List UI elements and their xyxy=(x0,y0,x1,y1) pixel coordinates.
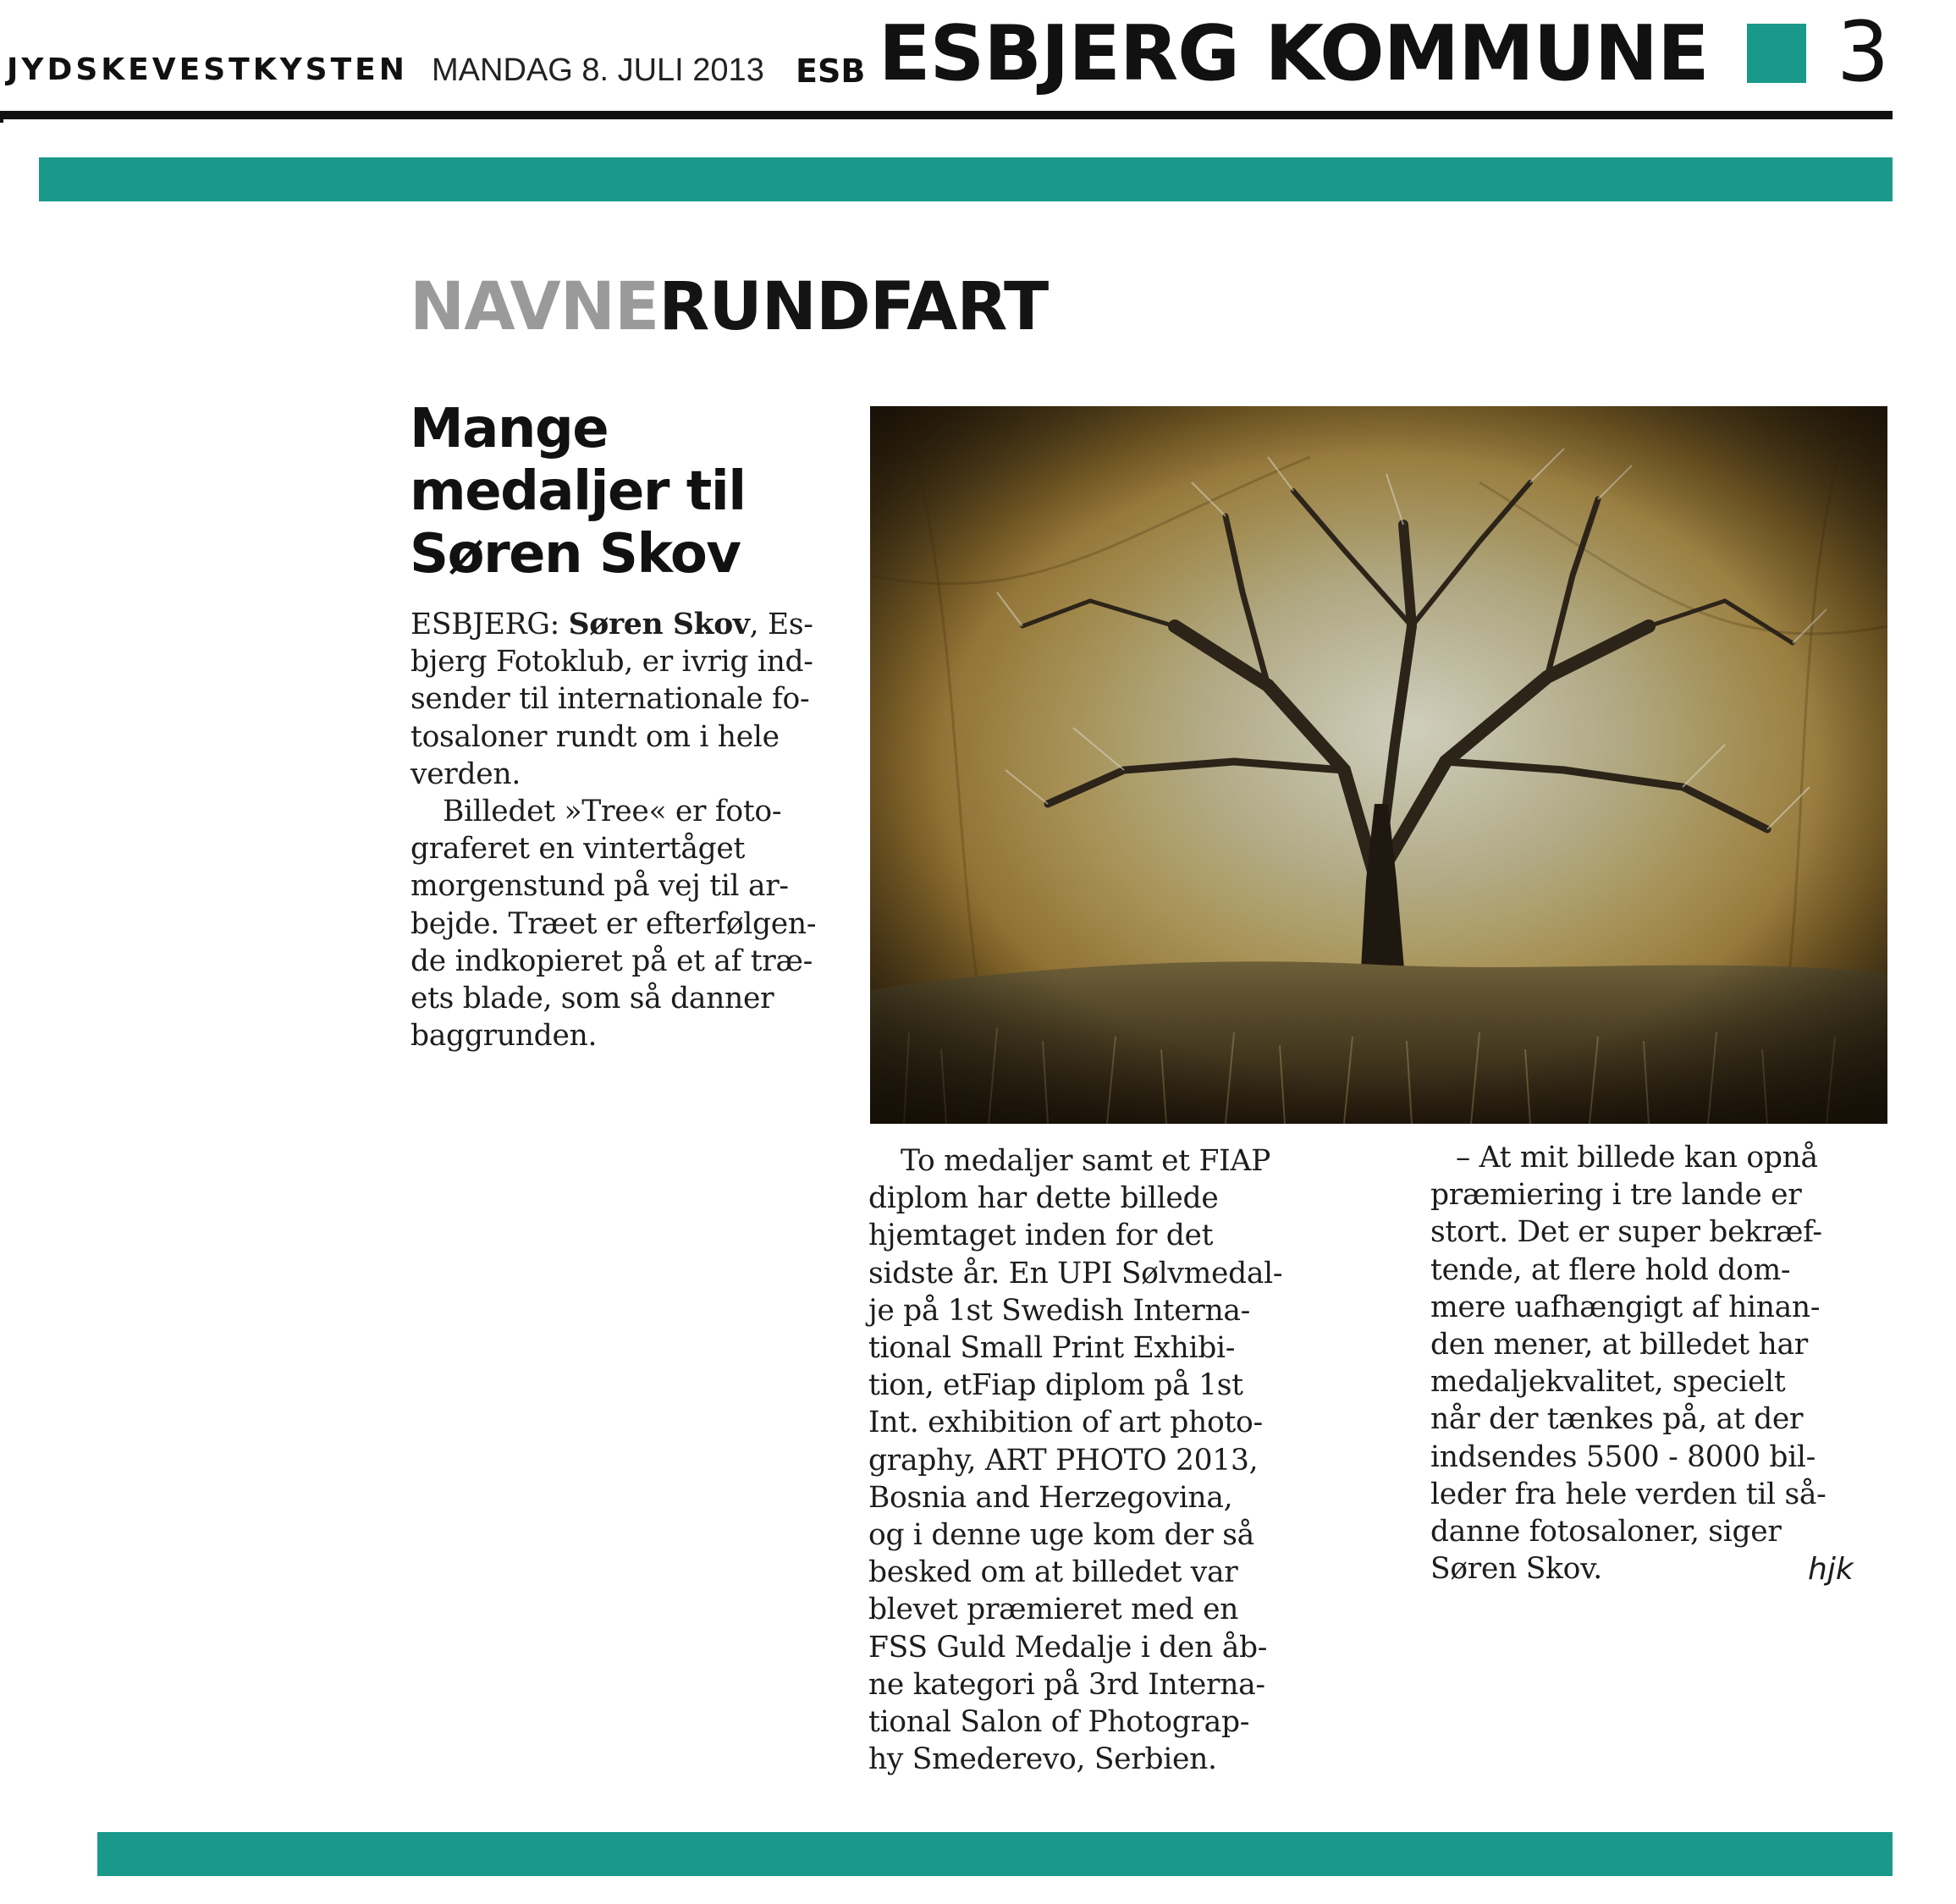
text-line: blevet præmieret med en xyxy=(868,1593,1239,1627)
text-line: baggrunden. xyxy=(410,1019,598,1054)
article-column-1 xyxy=(410,606,816,1054)
text-line: Bosnia and Herzegovina, xyxy=(868,1480,1233,1515)
section-color-square xyxy=(1747,24,1806,83)
headline-line: medaljer til xyxy=(410,460,746,523)
text-line: Billedet »Tree« er foto- xyxy=(443,795,782,829)
text-line: tional Small Print Exhibi- xyxy=(868,1331,1236,1366)
article-column-3 xyxy=(1430,1139,1826,1588)
text-fragment: , Es- xyxy=(749,608,813,641)
article-column-2 xyxy=(868,1142,1282,1778)
text-line: bjerg Fotoklub, er ivrig ind- xyxy=(410,645,813,680)
text-line: tosaloner rundt om i hele xyxy=(410,719,780,754)
text-line: tende, at flere hold dom- xyxy=(1430,1252,1791,1287)
text-line: indsendes 5500 - 8000 bil- xyxy=(1430,1439,1816,1474)
person-name: Søren Skov xyxy=(568,608,750,641)
text-line: Søren Skov. xyxy=(1430,1552,1602,1587)
text-line: danne fotosaloner, siger xyxy=(1430,1515,1782,1549)
text-line: de indkopieret på et af træ- xyxy=(410,944,813,978)
text-line: hy Smederevo, Serbien. xyxy=(868,1742,1217,1777)
text-line: diplom har dette billede xyxy=(868,1181,1219,1216)
text-line: og i denne uge kom der så xyxy=(868,1518,1254,1553)
text-line: – At mit billede kan opnå xyxy=(1456,1141,1818,1175)
masthead-rule xyxy=(0,111,1893,119)
text-line: graferet en vintertåget xyxy=(410,832,746,867)
text-line: leder fra hele verden til så- xyxy=(1430,1477,1827,1511)
text-line: medaljekvalitet, specielt xyxy=(1430,1365,1786,1400)
text-line: morgenstund på vej til ar- xyxy=(410,869,789,904)
section-title: ESBJERG KOMMUNE xyxy=(879,9,1709,98)
text-line: To medaljer samt et FIAP xyxy=(901,1144,1271,1178)
text-line: tion, etFiap diplom på 1st xyxy=(868,1368,1243,1403)
masthead-tick xyxy=(0,111,3,123)
text-line: ne kategori på 3rd Interna- xyxy=(868,1667,1265,1702)
rubric-heading xyxy=(410,269,1048,345)
bottom-accent-bar xyxy=(97,1832,1893,1876)
text-line: præmiering i tre lande er xyxy=(1430,1178,1802,1213)
text-line: Int. exhibition of art photo- xyxy=(868,1406,1263,1440)
issue-date: MANDAG 8. JULI 2013 xyxy=(432,52,764,88)
text-line: je på 1st Swedish Interna- xyxy=(868,1293,1251,1328)
headline-line: Mange xyxy=(410,398,609,460)
rubric-dark-part: RUNDFART xyxy=(658,269,1049,345)
text-line: ets blade, som så danner xyxy=(410,982,774,1016)
text-line: graphy, ART PHOTO 2013, xyxy=(868,1443,1259,1478)
text-line: mere uafhængigt af hinan- xyxy=(1430,1290,1821,1324)
text-line: tional Salon of Photograp- xyxy=(868,1705,1250,1740)
author-byline: hjk xyxy=(1808,1552,1854,1587)
tree-photo-graphic xyxy=(870,406,1887,1124)
text-line: stort. Det er super bekræf- xyxy=(1430,1215,1822,1250)
page-number: 3 xyxy=(1837,4,1890,101)
dateline-place: ESBJERG: xyxy=(410,608,569,641)
tree-photo xyxy=(870,406,1887,1124)
edition-code: ESB xyxy=(796,52,866,90)
text-line: besked om at billedet var xyxy=(868,1555,1238,1590)
newspaper-name: JYDSKEVESTKYSTEN xyxy=(7,52,408,87)
text-line: FSS Guld Medalje i den åb- xyxy=(868,1630,1268,1665)
headline-line: Søren Skov xyxy=(410,523,741,586)
text-line: hjemtaget inden for det xyxy=(868,1219,1214,1253)
article-headline xyxy=(410,398,850,586)
text-line: sidste år. En UPI Sølvmedal- xyxy=(868,1256,1283,1290)
rubric-grey-part: NAVNE xyxy=(410,269,659,345)
top-accent-bar xyxy=(39,157,1893,201)
text-line: verden. xyxy=(410,757,521,791)
text-line: den mener, at billedet har xyxy=(1430,1328,1808,1362)
text-line xyxy=(410,606,816,643)
text-line: når der tænkes på, at der xyxy=(1430,1402,1804,1437)
text-line: sender til internationale fo- xyxy=(410,682,810,717)
text-line: bejde. Træet er efterfølgen- xyxy=(410,906,817,941)
